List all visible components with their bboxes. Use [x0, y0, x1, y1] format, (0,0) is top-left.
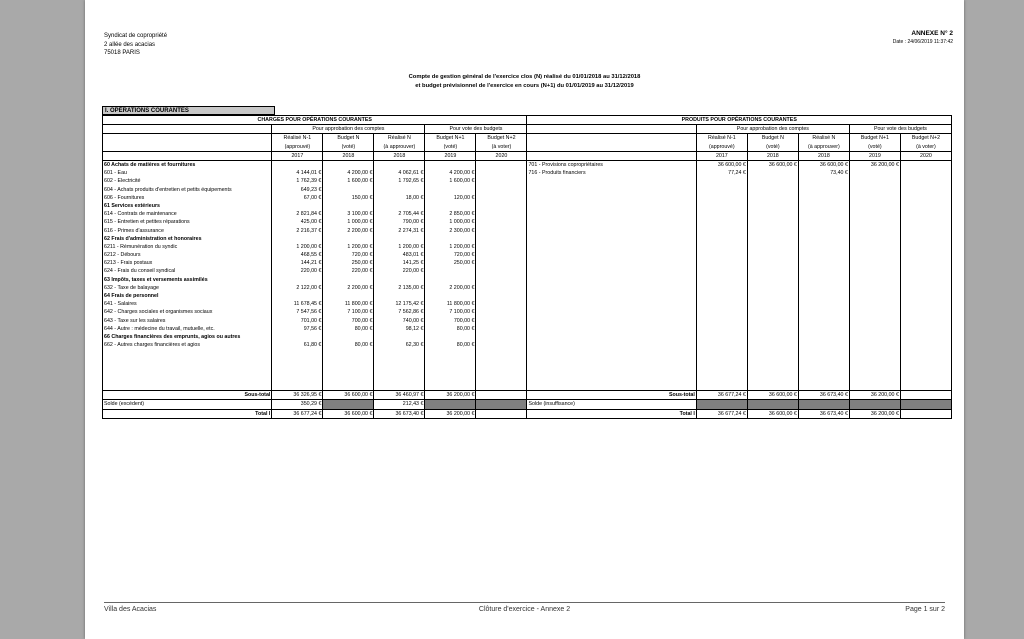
produits-col-header: Réalisé N	[798, 134, 849, 143]
charges-solde-value	[476, 400, 527, 409]
table-row	[103, 160, 952, 169]
charges-value	[272, 276, 323, 284]
charges-row-label: 604 - Achats produits d'entretien et petits équipements	[103, 186, 272, 194]
charges-col-header: Réalisé N	[374, 134, 425, 143]
produits-solde-value	[798, 400, 849, 409]
charges-value	[272, 292, 323, 300]
charges-row-label: 644 - Autre : médecine du travail, mutuelle, etc.	[103, 325, 272, 333]
charges-value: 4 144,01 €	[272, 169, 323, 177]
produits-col-subheader: (voté)	[849, 143, 900, 152]
produits-year: 2019	[849, 151, 900, 160]
charges-value: 2 821,84 €	[272, 210, 323, 218]
charges-value	[476, 160, 527, 169]
charges-row-label: 615 - Entretien et petites réparations	[103, 218, 272, 226]
charges-value: 141,25 €	[374, 259, 425, 267]
charges-value: 1 792,65 €	[374, 177, 425, 185]
charges-value	[374, 235, 425, 243]
charges-row-label: 606 - Fournitures	[103, 194, 272, 202]
charges-value: 4 062,61 €	[374, 169, 425, 177]
produits-year: 2017	[696, 151, 747, 160]
charges-value	[374, 202, 425, 210]
charges-value: 150,00 €	[323, 194, 374, 202]
charges-col-subheader: (voté)	[425, 143, 476, 152]
charges-value: 80,00 €	[425, 325, 476, 333]
charges-value: 11 800,00 €	[323, 300, 374, 308]
charges-value: 483,01 €	[374, 251, 425, 259]
charges-value	[476, 276, 527, 284]
charges-value: 701,00 €	[272, 317, 323, 325]
charges-total-value: 36 677,24 €	[272, 409, 323, 418]
charges-year: 2018	[323, 151, 374, 160]
footer-left: Villa des Acacias	[104, 606, 157, 613]
produits-approbation-heading: Pour approbation des comptes	[696, 125, 849, 134]
table-row	[103, 284, 952, 292]
charges-value: 97,56 €	[272, 325, 323, 333]
charges-value: 1 000,00 €	[425, 218, 476, 226]
produits-sous_total-value	[900, 391, 951, 400]
charges-value	[374, 186, 425, 194]
charges-sous_total-value: 36 600,00 €	[323, 391, 374, 400]
table-row	[103, 325, 952, 333]
charges-sous_total-value: 36 326,95 €	[272, 391, 323, 400]
charges-value	[476, 341, 527, 349]
charges-value: 11 678,45 €	[272, 300, 323, 308]
charges-value: 1 200,00 €	[272, 243, 323, 251]
charges-value: 1 200,00 €	[425, 243, 476, 251]
produits-year: 2018	[798, 151, 849, 160]
charges-value	[476, 284, 527, 292]
charges-value	[272, 235, 323, 243]
charges-value	[272, 202, 323, 210]
charges-solde-value	[425, 400, 476, 409]
section-label: I. OPÉRATIONS COURANTES	[102, 106, 275, 115]
charges-value: 120,00 €	[425, 194, 476, 202]
table-row	[103, 194, 952, 202]
table-row	[103, 186, 952, 194]
charges-value: 2 200,00 €	[425, 284, 476, 292]
produits-value: 36 600,00 €	[696, 160, 747, 169]
org-name: Syndicat de copropriété	[104, 33, 168, 39]
produits-col-subheader: (à voter)	[900, 143, 951, 152]
table-row	[103, 218, 952, 226]
produits-row-label: 716 - Produits financiers	[527, 169, 696, 177]
charges-value	[476, 235, 527, 243]
charges-total-value	[476, 409, 527, 418]
charges-col-subheader: (voté)	[323, 143, 374, 152]
charges-value	[425, 160, 476, 169]
charges-row-label: 64 Frais de personnel	[103, 292, 272, 300]
table-row	[103, 226, 952, 234]
produits-value: 36 600,00 €	[747, 160, 798, 169]
document-title	[85, 73, 964, 91]
produits-value	[849, 169, 900, 177]
table-row	[103, 276, 952, 284]
charges-value	[476, 300, 527, 308]
charges-sous_total-label: Sous-total	[103, 391, 272, 400]
charges-approbation-heading: Pour approbation des comptes	[272, 125, 425, 134]
charges-value	[374, 276, 425, 284]
table-row	[103, 382, 952, 391]
charges-row-label: 614 - Contrats de maintenance	[103, 210, 272, 218]
charges-row-label: 602 - Electricité	[103, 177, 272, 185]
produits-col-header: Budget N+2	[900, 134, 951, 143]
charges-value: 649,23 €	[272, 186, 323, 194]
sous_total-row	[103, 391, 952, 400]
org-city: 75018 PARIS	[104, 50, 140, 56]
charges-value: 220,00 €	[374, 267, 425, 275]
charges-value	[476, 325, 527, 333]
produits-solde-label: Solde (insuffisance)	[527, 400, 696, 409]
charges-total-value: 36 673,40 €	[374, 409, 425, 418]
charges-value: 7 547,56 €	[272, 308, 323, 316]
charges-value	[323, 235, 374, 243]
produits-col-header: Budget N+1	[849, 134, 900, 143]
charges-value	[323, 333, 374, 341]
table-row	[103, 333, 952, 341]
table-row	[103, 308, 952, 316]
charges-vote-heading: Pour vote des budgets	[425, 125, 527, 134]
table-row	[103, 374, 952, 382]
charges-value: 1 762,39 €	[272, 177, 323, 185]
table-row	[103, 235, 952, 243]
charges-value: 1 200,00 €	[374, 243, 425, 251]
charges-value: 700,00 €	[425, 317, 476, 325]
produits-value	[900, 160, 951, 169]
charges-value: 1 000,00 €	[323, 218, 374, 226]
charges-value: 1 600,00 €	[323, 177, 374, 185]
charges-value: 7 562,86 €	[374, 308, 425, 316]
charges-value: 2 216,37 €	[272, 226, 323, 234]
charges-col-header: Budget N+2	[476, 134, 527, 143]
produits-total-value: 36 200,00 €	[849, 409, 900, 418]
charges-total-value: 36 200,00 €	[425, 409, 476, 418]
charges-value: 61,80 €	[272, 341, 323, 349]
table-row	[103, 341, 952, 349]
charges-sous_total-value: 36 460,97 €	[374, 391, 425, 400]
produits-total-value: 36 673,40 €	[798, 409, 849, 418]
charges-value	[323, 292, 374, 300]
table-row	[103, 357, 952, 365]
charges-value	[476, 218, 527, 226]
charges-value: 720,00 €	[425, 251, 476, 259]
charges-col-subheader: (à voter)	[476, 143, 527, 152]
table-row	[103, 292, 952, 300]
charges-value: 2 274,31 €	[374, 226, 425, 234]
charges-value: 720,00 €	[323, 251, 374, 259]
charges-value: 2 200,00 €	[323, 284, 374, 292]
charges-value: 1 200,00 €	[323, 243, 374, 251]
produits-col-subheader: (à approuver)	[798, 143, 849, 152]
charges-solde-label: Solde (excédent)	[103, 400, 272, 409]
produits-heading: PRODUITS POUR OPÉRATIONS COURANTES	[527, 116, 952, 125]
charges-sous_total-value: 36 200,00 €	[425, 391, 476, 400]
document-page	[85, 0, 964, 639]
charges-row-label: 642 - Charges sociales et organismes sociaux	[103, 308, 272, 316]
table-row	[103, 202, 952, 210]
charges-value	[323, 202, 374, 210]
title-line-2: et budget prévisionnel de l'exercice en cours (N+1) du 01/01/2019 au 31/12/2019	[415, 83, 634, 89]
charges-value: 425,00 €	[272, 218, 323, 226]
produits-col-header: Réalisé N-1	[696, 134, 747, 143]
charges-value: 2 122,00 €	[272, 284, 323, 292]
charges-value	[374, 333, 425, 341]
charges-value	[476, 169, 527, 177]
charges-value: 2 200,00 €	[323, 226, 374, 234]
charges-value	[476, 186, 527, 194]
charges-value	[425, 276, 476, 284]
produits-sous_total-value: 36 673,40 €	[798, 391, 849, 400]
charges-value: 18,00 €	[374, 194, 425, 202]
charges-year: 2017	[272, 151, 323, 160]
charges-value: 12 175,42 €	[374, 300, 425, 308]
footer-center: Clôture d'exercice - Annexe 2	[478, 606, 571, 613]
charges-value: 1 600,00 €	[425, 177, 476, 185]
charges-value	[476, 259, 527, 267]
charges-value: 7 100,00 €	[425, 308, 476, 316]
charges-row-label: 6212 - Débours	[103, 251, 272, 259]
charges-value: 4 200,00 €	[425, 169, 476, 177]
charges-value	[476, 194, 527, 202]
table-row	[103, 243, 952, 251]
table-row	[103, 177, 952, 185]
charges-value	[476, 202, 527, 210]
table-row	[103, 210, 952, 218]
charges-value	[425, 267, 476, 275]
charges-value: 2 705,44 €	[374, 210, 425, 218]
charges-row-label: 6213 - Frais postaux	[103, 259, 272, 267]
charges-value: 11 800,00 €	[425, 300, 476, 308]
produits-value: 73,40 €	[798, 169, 849, 177]
produits-value: 36 200,00 €	[849, 160, 900, 169]
charges-solde-value	[323, 400, 374, 409]
charges-value	[272, 160, 323, 169]
charges-value: 80,00 €	[323, 325, 374, 333]
charges-row-label: 662 - Autres charges financières et agios	[103, 341, 272, 349]
charges-heading: CHARGES POUR OPÉRATIONS COURANTES	[103, 116, 527, 125]
produits-value	[900, 169, 951, 177]
produits-total-label: Total I	[527, 409, 696, 418]
charges-year: 2019	[425, 151, 476, 160]
charges-value	[476, 292, 527, 300]
charges-value: 220,00 €	[272, 267, 323, 275]
charges-value	[323, 186, 374, 194]
produits-solde-value	[900, 400, 951, 409]
charges-row-label: 61 Services extérieurs	[103, 202, 272, 210]
produits-value	[747, 169, 798, 177]
title-line-1: Compte de gestion général de l'exercice clos (N) réalisé du 01/01/2018 au 31/12/2018	[408, 74, 641, 80]
charges-col-header: Budget N	[323, 134, 374, 143]
total-row	[103, 409, 952, 418]
charges-col-header: Réalisé N-1	[272, 134, 323, 143]
table-row	[103, 169, 952, 177]
produits-value: 77,24 €	[696, 169, 747, 177]
charges-value	[476, 333, 527, 341]
charges-value	[374, 292, 425, 300]
table-row	[103, 366, 952, 374]
charges-value: 80,00 €	[425, 341, 476, 349]
charges-value: 790,00 €	[374, 218, 425, 226]
solde-row	[103, 400, 952, 409]
produits-total-value: 36 600,00 €	[747, 409, 798, 418]
charges-value	[476, 243, 527, 251]
charges-value	[476, 177, 527, 185]
charges-solde-value: 350,29 €	[272, 400, 323, 409]
charges-value	[425, 202, 476, 210]
charges-value: 98,12 €	[374, 325, 425, 333]
charges-year: 2018	[374, 151, 425, 160]
produits-vote-heading: Pour vote des budgets	[849, 125, 951, 134]
charges-value	[476, 226, 527, 234]
charges-value: 468,55 €	[272, 251, 323, 259]
annexe-number: ANNEXE N° 2	[911, 30, 953, 37]
accounts-table	[102, 115, 952, 419]
charges-row-label: 624 - Frais du conseil syndical	[103, 267, 272, 275]
charges-row-label: 643 - Taxe sur les salaires	[103, 317, 272, 325]
annexe-header	[893, 30, 953, 45]
charges-row-label: 601 - Eau	[103, 169, 272, 177]
charges-total-value: 36 600,00 €	[323, 409, 374, 418]
charges-solde-value: 212,43 €	[374, 400, 425, 409]
table-row	[103, 251, 952, 259]
org-street: 2 allée des acacias	[104, 41, 156, 48]
produits-total-value	[900, 409, 951, 418]
charges-col-header: Budget N+1	[425, 134, 476, 143]
produits-year: 2018	[747, 151, 798, 160]
charges-value	[476, 267, 527, 275]
charges-year: 2020	[476, 151, 527, 160]
charges-value: 2 850,00 €	[425, 210, 476, 218]
charges-value: 700,00 €	[323, 317, 374, 325]
charges-value	[425, 186, 476, 194]
produits-solde-value	[849, 400, 900, 409]
produits-row-label: 701 - Provisions copropriétaires	[527, 160, 696, 169]
charges-value: 2 135,00 €	[374, 284, 425, 292]
charges-row-label: 632 - Taxe de balayage	[103, 284, 272, 292]
produits-value: 36 600,00 €	[798, 160, 849, 169]
charges-row-label: 66 Charges financières des emprunts, agios ou autres	[103, 333, 272, 341]
produits-col-subheader: (approuvé)	[696, 143, 747, 152]
produits-year: 2020	[900, 151, 951, 160]
table-row	[103, 259, 952, 267]
produits-col-header: Budget N	[747, 134, 798, 143]
produits-sous_total-value: 36 200,00 €	[849, 391, 900, 400]
charges-value	[374, 160, 425, 169]
table-row	[103, 349, 952, 357]
charges-col-subheader: (à approuver)	[374, 143, 425, 152]
charges-value: 144,21 €	[272, 259, 323, 267]
produits-col-subheader: (voté)	[747, 143, 798, 152]
produits-total-value: 36 677,24 €	[696, 409, 747, 418]
produits-sous_total-value: 36 677,24 €	[696, 391, 747, 400]
footer-right: Page 1 sur 2	[905, 606, 945, 613]
charges-value: 7 100,00 €	[323, 308, 374, 316]
charges-value	[476, 317, 527, 325]
charges-value	[323, 276, 374, 284]
syndicate-address	[104, 32, 167, 58]
charges-value: 740,00 €	[374, 317, 425, 325]
charges-row-label: 641 - Salaires	[103, 300, 272, 308]
charges-value: 220,00 €	[323, 267, 374, 275]
produits-sous_total-label: Sous-total	[527, 391, 696, 400]
charges-row-label: 616 - Primes d'assurance	[103, 226, 272, 234]
charges-row-label: 62 Frais d'administration et honoraires	[103, 235, 272, 243]
charges-value	[476, 251, 527, 259]
table-row	[103, 317, 952, 325]
charges-sous_total-value	[476, 391, 527, 400]
charges-value	[425, 292, 476, 300]
charges-value: 250,00 €	[425, 259, 476, 267]
charges-col-subheader: (approuvé)	[272, 143, 323, 152]
charges-value	[272, 333, 323, 341]
charges-value	[323, 160, 374, 169]
document-date: Date : 24/06/2019 11:37:42	[892, 39, 953, 45]
table-row	[103, 300, 952, 308]
produits-sous_total-value: 36 600,00 €	[747, 391, 798, 400]
charges-row-label: 60 Achats de matières et fournitures	[103, 160, 272, 169]
page-footer	[104, 602, 945, 613]
charges-value	[476, 210, 527, 218]
table-row	[103, 267, 952, 275]
charges-value: 62,30 €	[374, 341, 425, 349]
charges-row-label: 6211 - Rémunération du syndic	[103, 243, 272, 251]
produits-solde-value	[747, 400, 798, 409]
charges-value	[476, 308, 527, 316]
charges-value: 67,00 €	[272, 194, 323, 202]
charges-total-label: Total I	[103, 409, 272, 418]
charges-value	[425, 333, 476, 341]
charges-row-label: 63 Impôts, taxes et versements assimilés	[103, 276, 272, 284]
charges-value: 2 300,00 €	[425, 226, 476, 234]
charges-value: 250,00 €	[323, 259, 374, 267]
charges-value: 80,00 €	[323, 341, 374, 349]
charges-value	[425, 235, 476, 243]
charges-value: 3 100,00 €	[323, 210, 374, 218]
charges-value: 4 200,00 €	[323, 169, 374, 177]
produits-solde-value	[696, 400, 747, 409]
